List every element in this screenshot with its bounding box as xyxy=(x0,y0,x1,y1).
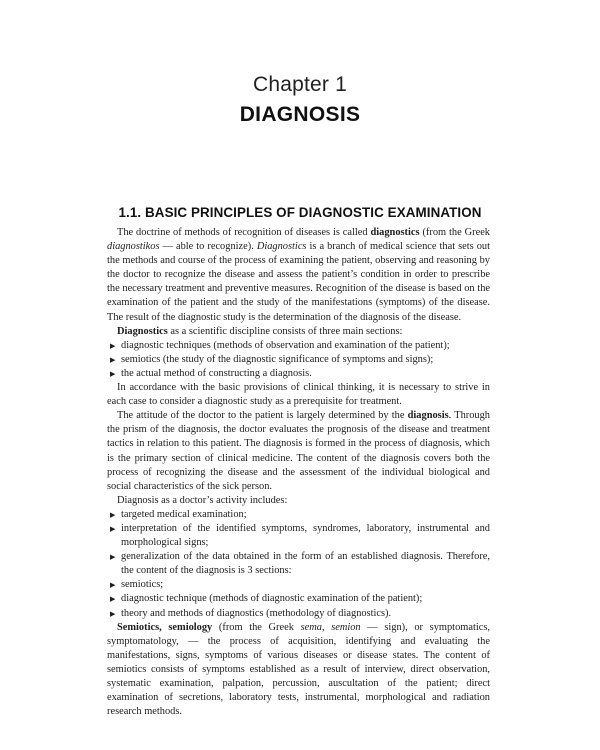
bullet-icon: ▶ xyxy=(110,510,116,519)
list-item: ▶ generalization of the data obtained in the form of an established diagnosis. Therefore, the content of the diagnosis is 3 sections: xyxy=(110,551,490,577)
bullet-icon: ▶ xyxy=(110,341,116,350)
body-text xyxy=(107,226,490,719)
paragraph-sections-intro: Diagnostics as a scientific discipline consists of three main sections: xyxy=(117,325,403,337)
list-item: ▶ theory and methods of diagnostics (methodology of diagnostics). xyxy=(107,607,490,621)
bullet-icon: ▶ xyxy=(110,369,116,378)
list-diagnosis-activity xyxy=(107,508,490,578)
list-item: ▶ semiotics (the study of the diagnostic significance of symptoms and signs); xyxy=(107,353,490,367)
term-diagnosis: diagnosis xyxy=(407,410,449,422)
paragraph-definition: The doctrine of methods of recognition of diseases is called diagnostics (from the Greek diagnostikos — able to recognize). Diagnostics is a branch of medical science that sets out the methods and course of the process of examining the patient, observing and reasoning by the doctor to recognize the disease and assess the patient’s condition in order to prescribe the necessary treatment and preventive measures. Recognition of the disease is based on the examination of the patient and the study of the manifestations (symptoms) of the disease. The result of the diagnostic study is the determination of the diagnosis of the disease. xyxy=(107,227,490,323)
bullet-icon: ▶ xyxy=(110,581,116,590)
term-diagnostics: diagnostics xyxy=(370,227,420,238)
list-item: ▶ diagnostic technique (methods of diagnostic examination of the patient); xyxy=(107,592,490,606)
chapter-label: Chapter 1 xyxy=(252,73,348,96)
list-item: ▶ diagnostic techniques (methods of observation and examination of the patient); xyxy=(107,339,490,353)
list-item: ▶ targeted medical examination; xyxy=(107,508,490,522)
list-item: ▶ semiotics; xyxy=(107,578,490,592)
bullet-icon: ▶ xyxy=(110,524,116,533)
list-item: ▶ the actual method of constructing a diagnosis. xyxy=(107,367,490,381)
paragraph-activity-intro: Diagnosis as a doctor’s activity includes: xyxy=(117,494,288,506)
section-heading: 1.1. BASIC PRINCIPLES OF DIAGNOSTIC EXAMINATION xyxy=(118,205,482,220)
bullet-icon: ▶ xyxy=(110,553,116,562)
bullet-icon: ▶ xyxy=(110,609,116,618)
chapter-title: DIAGNOSIS xyxy=(239,103,361,126)
bullet-icon: ▶ xyxy=(110,355,116,364)
term-semiotics: Semiotics, semiology xyxy=(117,621,213,633)
paragraph-clinical-thinking: In accordance with the basic provisions of clinical thinking, it is necessary to strive in each case to consider a diagnostic study as a prerequisite for treatment. xyxy=(107,382,490,408)
list-diagnostics-sections xyxy=(107,339,490,381)
paragraph-attitude: The attitude of the doctor to the patient is largely determined by the diagnosis. Through the prism of the diagnosis, the doctor evaluates the prognosis of the disease and treatment tactics in relation to this patient. The diagnosis is formed in the process of diagnosis, which is the primary section of clinical medicine. The content of the diagnosis covers both the process of recognizing the disease and the assessment of the individual biological and social characteristics of the sick person. xyxy=(107,410,490,492)
paragraph-semiotics: Semiotics, semiology (from the Greek sema, semion — sign), or symptomatics, symptomatology, — the process of acquisition, identifying and evaluating the manifestations, signs, symptoms of various diseases or disease states. The content of semiotics consists of symptoms established as a result of interview, direct observation, systematic examination, palpation, percussion, auscultation of the patient; direct examination of secretions, laboratory tests, instrumental, morphological and radiation research methods. xyxy=(107,621,490,718)
bullet-icon: ▶ xyxy=(110,595,116,604)
list-item: ▶ interpretation of the identified symptoms, syndromes, laboratory, instrumental and morphological signs; xyxy=(110,522,490,549)
list-diagnosis-content xyxy=(107,578,490,620)
